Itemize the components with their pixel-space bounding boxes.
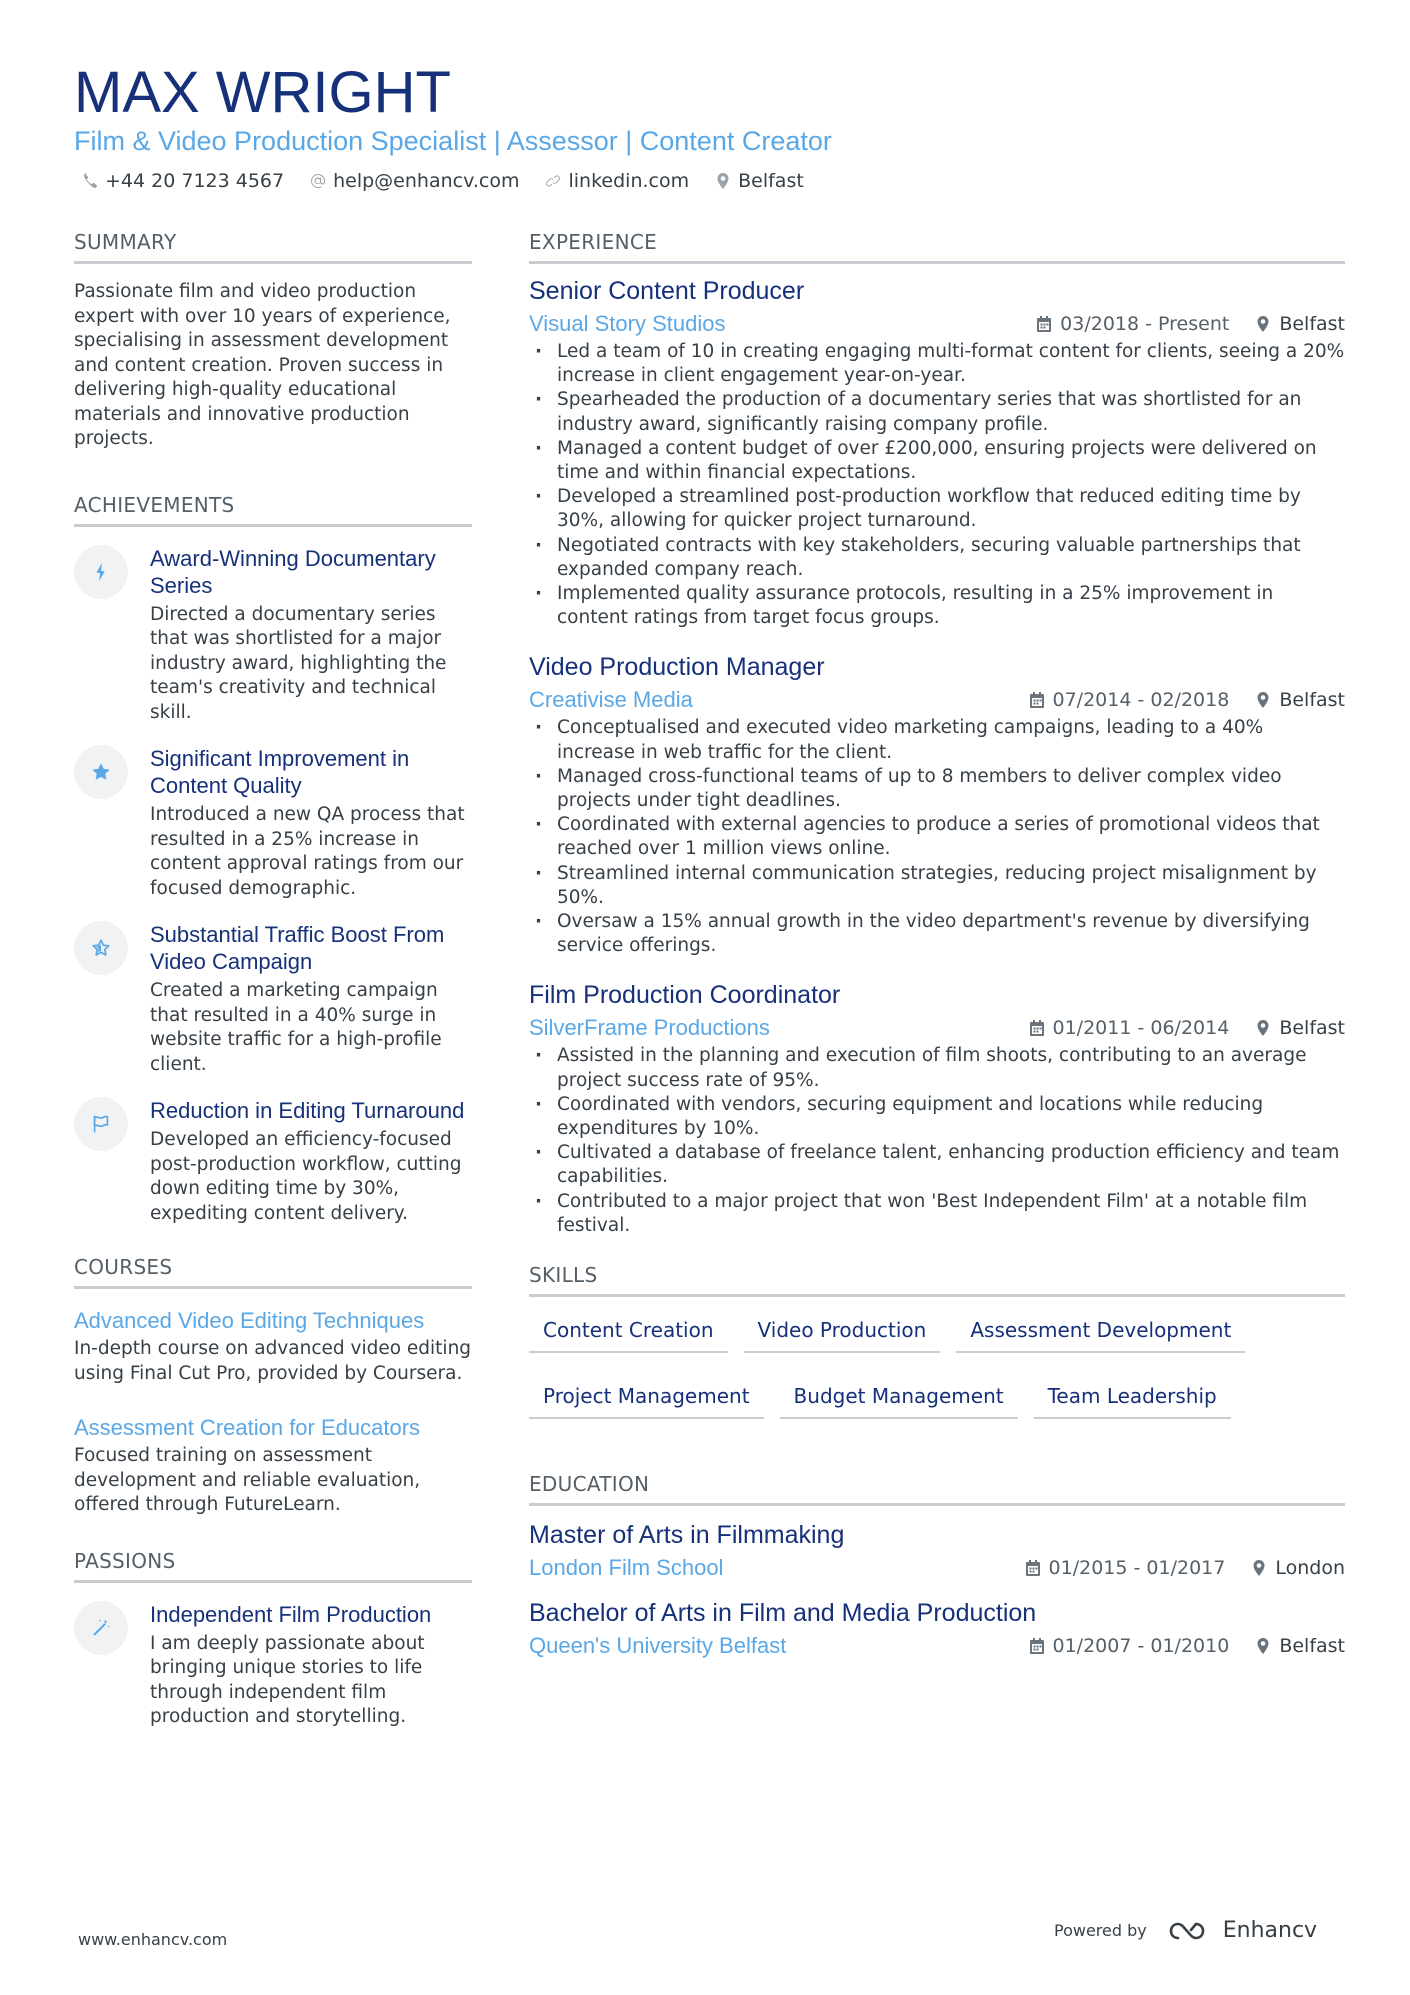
achievement-title: Reduction in Editing Turnaround [150, 1098, 465, 1123]
job-bullet: · Managed a content budget of over £200,000, ensuring projects were delivered on time and within financial expectations. [529, 437, 1345, 485]
education-dates [1029, 1635, 1230, 1657]
job-location [1255, 1017, 1345, 1039]
course-title: Advanced Video Editing Techniques [74, 1308, 425, 1333]
flag-icon [74, 1097, 128, 1151]
calendar-icon [1036, 316, 1052, 332]
company-name: SilverFrame Productions [529, 1015, 770, 1041]
education-section [529, 1471, 1345, 1662]
passion-desc: I am deeply passionate about bringing unique stories to life through independent film production and storytelling. [150, 1632, 425, 1727]
job-dates [1029, 1017, 1230, 1039]
achievement-desc: Introduced a new QA process that resulted in a 25% increase in content approval ratings from our focused demographic. [150, 804, 465, 899]
contact-email[interactable] [310, 170, 519, 192]
candidate-title: Film & Video Production Specialist | Assessor | Content Creator [74, 126, 832, 156]
education-location-text: Belfast [1279, 1635, 1345, 1658]
school-name: Queen's University Belfast [529, 1633, 787, 1659]
job-bullet: · Coordinated with vendors, securing equipment and locations while reducing expenditures by 10%. [529, 1093, 1345, 1141]
company-name: Creativise Media [529, 687, 693, 713]
calendar-icon [1029, 1020, 1045, 1036]
job-bullet: · Managed cross-functional teams of up to 8 members to deliver complex video projects under tight deadlines. [529, 765, 1345, 813]
skill-tag: Assessment Development [956, 1313, 1245, 1353]
course-item [74, 1307, 472, 1386]
job-bullet: · Led a team of 10 in creating engaging multi-format content for clients, seeing a 20% increase in client engagement year-on-year. [529, 340, 1345, 388]
job-title: Film Production Coordinator [529, 981, 841, 1010]
achievement-title: Substantial Traffic Boost From Video Campaign [150, 922, 445, 974]
school-name: London Film School [529, 1555, 724, 1581]
right-column [529, 229, 1345, 1674]
job-title: Senior Content Producer [529, 277, 805, 305]
job-bullet: · Coordinated with external agencies to produce a series of promotional videos that reached over 1 million views online. [529, 813, 1345, 861]
degree-title: Bachelor of Arts in Film and Media Production [529, 1599, 1037, 1628]
achievement-item [74, 1097, 472, 1226]
job-location-text: Belfast [1279, 1017, 1345, 1040]
job-location-text: Belfast [1279, 313, 1345, 335]
left-column [74, 229, 472, 1750]
achievement-item [74, 545, 472, 726]
location-pin-icon [1255, 692, 1271, 708]
job-bullet: · Oversaw a 15% annual growth in the video department's revenue by diversifying service offerings. [529, 910, 1345, 958]
location-pin-icon [1255, 1020, 1271, 1036]
degree-title: Master of Arts in Filmmaking [529, 1521, 845, 1550]
course-title: Assessment Creation for Educators [74, 1415, 421, 1440]
summary-section [74, 229, 472, 452]
experience-heading: EXPERIENCE [529, 229, 1345, 264]
contact-location [715, 170, 804, 192]
calendar-icon [1029, 1638, 1045, 1654]
education-meta [529, 1630, 1345, 1662]
job-title: Video Production Manager [529, 653, 825, 682]
education-location [1251, 1557, 1345, 1579]
courses-heading: COURSES [74, 1254, 472, 1289]
course-desc: In-depth course on advanced video editing using Final Cut Pro, provided by Coursera. [74, 1338, 472, 1384]
brand-name: Enhancv [1222, 1918, 1318, 1943]
job-bullets [529, 716, 1345, 958]
education-entry [529, 1518, 1345, 1584]
link-icon [545, 173, 561, 189]
job-bullets [529, 340, 1345, 630]
passion-title: Independent Film Production [150, 1601, 432, 1627]
job-entry [529, 650, 1345, 958]
job-location [1255, 313, 1345, 335]
job-bullet: · Spearheaded the production of a documentary series that was shortlisted for an industry award, significantly raising company profile. [529, 388, 1345, 436]
achievement-desc: Created a marketing campaign that resulted in a 40% surge in website traffic for a high-profile client. [150, 980, 442, 1075]
contact-phone[interactable] [82, 170, 284, 192]
job-bullet: · Contributed to a major project that won 'Best Independent Film' at a notable film festival. [529, 1190, 1345, 1238]
achievement-item [74, 921, 472, 1077]
education-entry [529, 1596, 1345, 1662]
courses-section [74, 1254, 472, 1518]
education-location [1255, 1635, 1345, 1657]
passions-section [74, 1548, 472, 1730]
job-entry [529, 274, 1345, 630]
job-bullet: · Cultivated a database of freelance talent, enhancing production efficiency and team capabilities. [529, 1141, 1345, 1189]
skills-heading: SKILLS [529, 1262, 1345, 1297]
summary-heading: SUMMARY [74, 229, 472, 264]
education-meta [529, 1552, 1345, 1584]
course-item [74, 1414, 472, 1518]
job-bullet: · Assisted in the planning and execution of film shoots, contributing to an average project success rate of 95%. [529, 1044, 1345, 1092]
skill-tag: Team Leadership [1034, 1379, 1231, 1419]
job-bullet: · Implemented quality assurance protocols, resulting in a 25% improvement in content ratings from target focus groups. [529, 582, 1345, 630]
footer-branding [1054, 1918, 1317, 1943]
job-bullets [529, 1044, 1345, 1238]
job-dates [1029, 689, 1230, 711]
job-location-text: Belfast [1279, 689, 1345, 712]
skill-tag: Project Management [529, 1379, 764, 1419]
skill-tag: Video Production [744, 1313, 941, 1353]
linkedin-text: linkedin.com [568, 170, 690, 192]
contact-bar [82, 170, 804, 192]
calendar-icon [1029, 692, 1045, 708]
course-desc: Focused training on assessment development and reliable evaluation, offered through FutureLearn. [74, 1445, 421, 1515]
star-icon [74, 745, 128, 799]
achievement-title: Significant Improvement in Content Quality [150, 746, 410, 798]
job-bullet: · Developed a streamlined post-production workflow that reduced editing time by 30%, allowing for quicker project turnaround. [529, 485, 1345, 533]
job-dates-text: 03/2018 - Present [1060, 313, 1230, 335]
job-dates-text: 01/2011 - 06/2014 [1052, 1017, 1230, 1040]
experience-section [529, 229, 1345, 1238]
calendar-icon [1025, 1560, 1041, 1576]
education-location-text: London [1275, 1557, 1345, 1580]
company-name: Visual Story Studios [529, 311, 726, 336]
achievement-desc: Developed an efficiency-focused post-production workflow, cutting down editing time by 30%, expediting content delivery. [150, 1129, 462, 1224]
location-text: Belfast [738, 170, 804, 192]
achievement-desc: Directed a documentary series that was shortlisted for a major industry award, highlighting the team's creativity and technical skill. [150, 603, 447, 723]
location-pin-icon [1255, 1638, 1271, 1654]
footer-website[interactable]: www.enhancv.com [78, 1930, 228, 1949]
education-heading: EDUCATION [529, 1471, 1345, 1506]
skills-list [529, 1311, 1345, 1419]
job-entry [529, 978, 1345, 1238]
contact-linkedin[interactable] [545, 170, 689, 192]
star-outline-icon [74, 921, 128, 975]
education-dates [1025, 1557, 1226, 1579]
location-pin-icon [1255, 316, 1271, 332]
job-dates [1036, 313, 1229, 335]
job-meta [529, 684, 1345, 716]
phone-icon [82, 173, 98, 189]
lightning-icon [74, 545, 128, 599]
job-bullet: · Streamlined internal communication strategies, reducing project misalignment by 50%. [529, 862, 1345, 910]
skill-tag: Budget Management [780, 1379, 1018, 1419]
phone-text: +44 20 7123 4567 [105, 170, 285, 192]
brand-logo[interactable] [1167, 1918, 1317, 1943]
powered-by-text: Powered by [1054, 1921, 1147, 1940]
achievement-title: Award-Winning Documentary Series [150, 545, 436, 598]
achievement-item [74, 745, 472, 901]
skill-tag: Content Creation [529, 1313, 728, 1353]
job-bullet: · Conceptualised and executed video marketing campaigns, leading to a 40% increase in web traffic for the client. [529, 716, 1345, 764]
enhancv-logo-icon [1167, 1919, 1215, 1943]
location-pin-icon [715, 173, 731, 189]
achievements-section [74, 492, 472, 1227]
achievements-heading: ACHIEVEMENTS [74, 492, 472, 527]
passion-item [74, 1601, 472, 1730]
passions-heading: PASSIONS [74, 1548, 472, 1583]
job-location [1255, 689, 1345, 711]
email-text: help@enhancv.com [333, 170, 520, 192]
education-dates-text: 01/2015 - 01/2017 [1048, 1557, 1226, 1580]
location-pin-icon [1251, 1560, 1267, 1576]
job-meta [529, 308, 1345, 340]
magic-wand-icon [74, 1601, 128, 1655]
job-dates-text: 07/2014 - 02/2018 [1052, 689, 1230, 712]
job-bullet: · Negotiated contracts with key stakeholders, securing valuable partnerships that expanded company reach. [529, 534, 1345, 582]
education-dates-text: 01/2007 - 01/2010 [1052, 1635, 1230, 1658]
candidate-name: MAX WRIGHT [74, 60, 451, 125]
summary-text: Passionate film and video production expert with over 10 years of experience, specialising in assessment development and content creation. Proven success in delivering high-quality educational materials and innovative production projects. [74, 281, 451, 449]
job-meta [529, 1012, 1345, 1044]
at-icon [310, 173, 326, 189]
skills-section [529, 1262, 1345, 1419]
